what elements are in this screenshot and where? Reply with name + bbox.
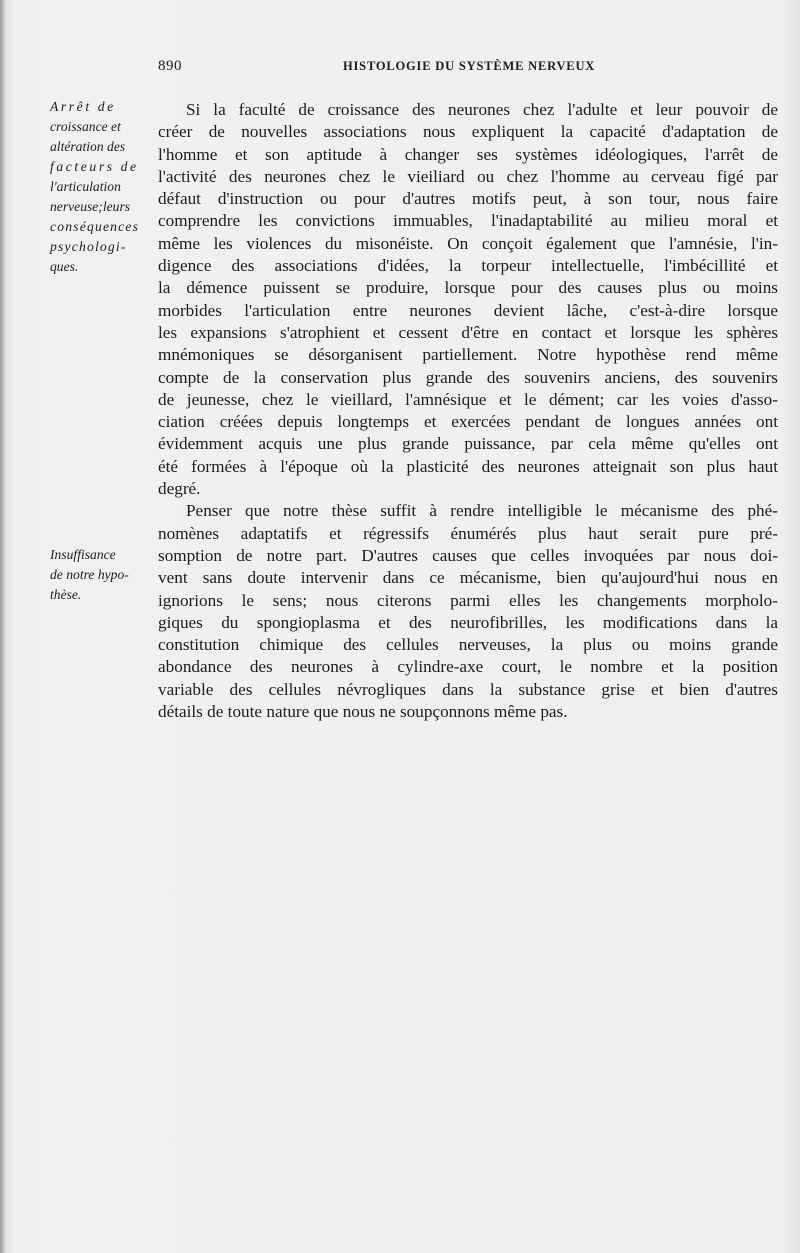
text-line: ciation créées depuis longtemps et exercées pendant de longues années ont [158,412,778,432]
text-line: somption de notre part. D'autres causes que celles invoquées par nous doi- [158,545,778,565]
text-line: constitution chimique des cellules nerveuses, la plus ou moins grande [158,635,778,655]
text-line: mnémoniques se désorganisent partiellement. Notre hypothèse rend même [158,345,778,365]
text-line: évidemment acquis une plus grande puissance, par cela même qu'elles ont [158,434,778,454]
text-line: degré. [158,479,201,499]
text-line: digence des associations d'idées, la torpeur intellectuelle, l'imbécillité et [158,256,778,276]
text-line: été formées à l'époque où la plasticité des neurones atteignait son plus haut [158,456,778,476]
margin-note-line: de notre hypo- [50,567,129,582]
text-line: giques du spongioplasma et des neurofibrilles, les modifications dans la [158,612,778,632]
text-line: variable des cellules névrogliques dans la substance grise et bien d'autres [158,679,778,699]
text-line: les expansions s'atrophient et cessent d'être en contact et lorsque les sphères [158,322,778,342]
margin-note-line: conséquences [50,219,140,234]
text-line: morbides l'articulation entre neurones devient lâche, c'est-à-dire lorsque [158,300,778,320]
margin-note-arret-de-croissance [50,97,154,277]
margin-note-line: Insuffisance [50,547,116,562]
text-line: défaut d'instruction ou pour d'autres motifs peut, à son tour, nous faire [158,189,778,209]
text-line: compte de la conservation plus grande des souvenirs anciens, des souvenirs [158,367,778,387]
margin-note-line: altération des [50,139,126,154]
margin-note-line: nerveuse;leurs [50,199,131,214]
paragraph-1 [158,99,778,500]
text-line: nomènes adaptatifs et régressifs énumérés plus haut serait pure pré- [158,523,778,543]
text-line: l'homme et son aptitude à changer ses systèmes idéologiques, l'arrêt de [158,144,778,164]
margin-note-line: l'articulation [50,179,121,194]
page-header [158,58,778,78]
text-line: Penser que notre thèse suffit à rendre intelligible le mécanisme des phé- [186,501,778,521]
text-line: abondance des neurones à cylindre-axe court, le nombre et la position [158,657,778,677]
text-line: Si la faculté de croissance des neurones chez l'adulte et leur pouvoir de [186,100,778,119]
margin-note-line: psychologi- [50,239,127,254]
spine-shadow [0,0,6,1253]
text-line: détails de toute nature que nous ne soupçonnons même pas. [158,702,568,722]
body-text [158,99,778,723]
margin-note-insuffisance [50,545,154,605]
text-line: créer de nouvelles associations nous expliquent la capacité d'adaptation de [158,122,778,142]
paragraph-2 [158,500,778,723]
text-line: même les violences du misonéiste. On conçoit également que l'amnésie, l'in- [158,233,778,253]
text-line: comprendre les convictions immuables, l'inadaptabilité au milieu moral et [158,211,778,231]
page-number: 890 [158,58,182,74]
margin-note-line: Arrêt de [50,99,116,114]
text-line: l'activité des neurones chez le vieiliard ou chez l'homme au cerveau figé par [158,166,778,186]
margin-note-line: facteurs de [50,159,139,174]
margin-note-line: ques. [50,259,79,274]
text-line: vent sans doute intervenir dans ce mécanisme, bien qu'aujourd'hui nous en [158,568,778,588]
text-line: ignorions le sens; nous citerons parmi elles les changements morpholo- [158,590,778,610]
text-line: la démence puissent se produire, lorsque pour des causes plus ou moins [158,278,778,298]
margin-note-line: thèse. [50,587,82,602]
text-line: de jeunesse, chez le vieillard, l'amnésique et le dément; car les voies d'asso- [158,389,778,409]
margin-note-line: croissance et [50,119,121,134]
running-title: HISTOLOGIE DU SYSTÈME NERVEUX [343,59,596,73]
